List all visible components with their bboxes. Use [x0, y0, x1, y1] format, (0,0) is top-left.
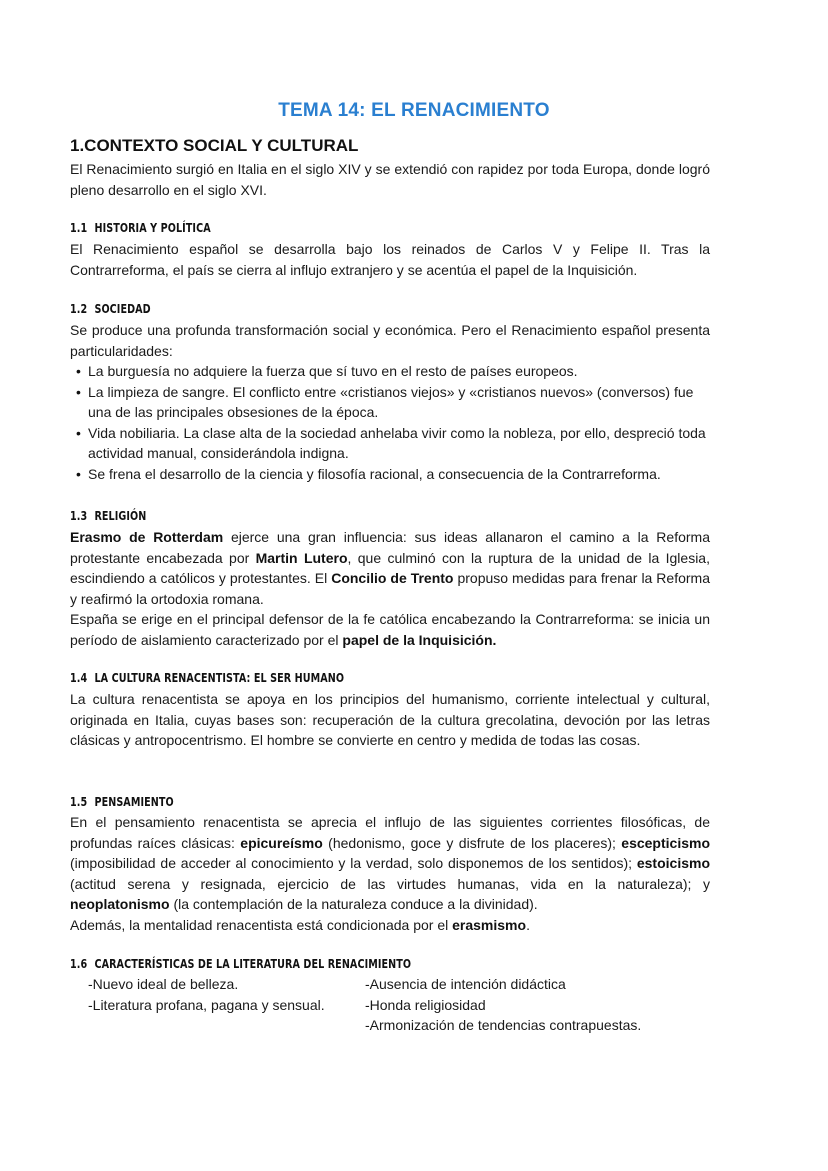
- text-run: (actitud serena y resignada, ejercicio de las virtudes humanas, vida en la naturaleza); y: [70, 875, 710, 892]
- bold-term: epicureísmo: [240, 834, 323, 851]
- text-run: En el pensamiento renacentista se aprecia el influjo de las siguientes corrientes filosóficas, de profundas raíces clásicas:: [70, 814, 710, 851]
- characteristic-item: -Armonización de tendencias contrapuestas.: [365, 1017, 642, 1033]
- section-1-text: El Renacimiento surgió en Italia en el siglo XIV y se extendió con rapidez por toda Europa, donde logró pleno desarrollo en el siglo XVI.: [70, 161, 710, 198]
- page-title: TEMA 14: EL RENACIMIENTO: [278, 100, 550, 121]
- characteristic-item: -Honda religiosidad: [365, 996, 486, 1013]
- list-item: • La burguesía no adquiere la fuerza que sí tuvo en el resto de países europeos.: [70, 361, 710, 382]
- section-1-3-paragraph-2: [70, 609, 710, 650]
- section-1-5-paragraph-2: [70, 915, 710, 936]
- bold-term: neoplatonismo: [70, 896, 170, 912]
- section-title: CARACTERÍSTICAS DE LA LITERATURA DEL RENACIMIENTO: [94, 957, 412, 971]
- text-run: .: [526, 916, 530, 933]
- section-1-3-heading: [70, 509, 146, 523]
- section-number: 1.1: [70, 221, 88, 235]
- list-item: • Vida nobiliaria. La clase alta de la sociedad anhelaba vivir como la nobleza, por ello, despreció toda actividad manual, considerándola indigna.: [70, 423, 710, 464]
- section-1-3-body: [70, 527, 710, 650]
- section-number: 1.2: [70, 302, 88, 316]
- text-run: España se erige en el principal defensor de la fe católica encabezando la Contrarreforma: se inicia un período de aislamiento caracterizado por el: [70, 611, 710, 648]
- characteristics-left-column: [88, 974, 325, 1015]
- text-run: (hedonismo, goce y disfrute de los placeres);: [322, 834, 622, 851]
- bold-term: Concilio de Trento: [331, 570, 454, 586]
- characteristic-item: -Literatura profana, pagana y sensual.: [88, 996, 325, 1013]
- characteristics-right-column: [365, 974, 641, 1036]
- section-1-5-heading: [70, 795, 174, 809]
- section-1-4-text: La cultura renacentista se apoya en los principios del humanismo, corriente intelectual y cultural, originada en Italia, cuyas bases son: recuperación de la cultura grecolatina, devoción por las letras clásicas y antropocentrismo. El hombre se convierte en centro y medida de todas las cosas.: [70, 691, 710, 748]
- text-run: ejerce una gran influencia: sus ideas allanaron el camino a la Reforma protestante encabezada por: [70, 529, 710, 566]
- section-number: 1.4: [70, 671, 88, 685]
- text-run: Además, la mentalidad renacentista está condicionada por el: [70, 916, 453, 933]
- section-1-4-heading: [70, 671, 344, 685]
- bold-term: estoicismo: [636, 855, 710, 871]
- section-number: 1.3: [70, 509, 88, 523]
- section-title: RELIGIÓN: [94, 509, 147, 523]
- section-1-2-heading: [70, 302, 151, 316]
- bold-term: erasmismo: [452, 916, 527, 933]
- text-run: (la contemplación de la naturaleza conduce a la divinidad).: [169, 896, 538, 912]
- text-run: propuso medidas para frenar la Reforma y reafirmó la ortodoxia romana.: [70, 570, 710, 607]
- bold-term: Martin Lutero: [255, 549, 348, 566]
- section-1-1-heading: [70, 221, 211, 235]
- text-run: , que culminó con la ruptura de la unidad de la Iglesia, escindiendo a católicos y protestantes. El: [70, 549, 710, 586]
- section-1-2-intro: Se produce una profunda transformación social y económica. Pero el Renacimiento español presenta particularidades:: [70, 322, 710, 359]
- section-1-5-body: [70, 812, 710, 935]
- section-1-5-paragraph-1: [70, 812, 710, 915]
- section-title: HISTORIA Y POLÍTICA: [94, 221, 211, 235]
- text-run: (imposibilidad de acceder al conocimiento y la verdad, solo disponemos de los sentidos);: [70, 855, 637, 871]
- bold-term: papel de la Inquisición.: [342, 631, 497, 648]
- characteristic-item: -Ausencia de intención didáctica: [365, 976, 566, 992]
- characteristic-item: -Nuevo ideal de belleza.: [88, 976, 239, 992]
- section-1-6-heading: [70, 957, 411, 971]
- section-title: LA CULTURA RENACENTISTA: EL SER HUMANO: [94, 671, 345, 685]
- section-number: 1.5: [70, 795, 88, 809]
- section-1-2-body: [70, 320, 710, 484]
- section-1-3-paragraph-1: [70, 527, 710, 609]
- bullet-list: [70, 361, 710, 484]
- bold-term: escepticismo: [621, 834, 710, 851]
- bold-term: Erasmo de Rotterdam: [70, 529, 224, 545]
- section-number: 1.6: [70, 957, 88, 971]
- section-1-1-text: El Renacimiento español se desarrolla bajo los reinados de Carlos V y Felipe II. Tras la Contrarreforma, el país se cierra al influjo extranjero y se acentúa el papel de la Inquisición.: [70, 241, 710, 278]
- list-item: • La limpieza de sangre. El conflicto entre «cristianos viejos» y «cristianos nuevos» (conversos) fue una de las principales obsesiones de la época.: [70, 382, 710, 423]
- list-item: • Se frena el desarrollo de la ciencia y filosofía racional, a consecuencia de la Contrarreforma.: [70, 464, 710, 485]
- section-title: SOCIEDAD: [94, 302, 151, 316]
- section-title: PENSAMIENTO: [94, 795, 174, 809]
- section-1-heading: 1.CONTEXTO SOCIAL Y CULTURAL: [70, 136, 359, 155]
